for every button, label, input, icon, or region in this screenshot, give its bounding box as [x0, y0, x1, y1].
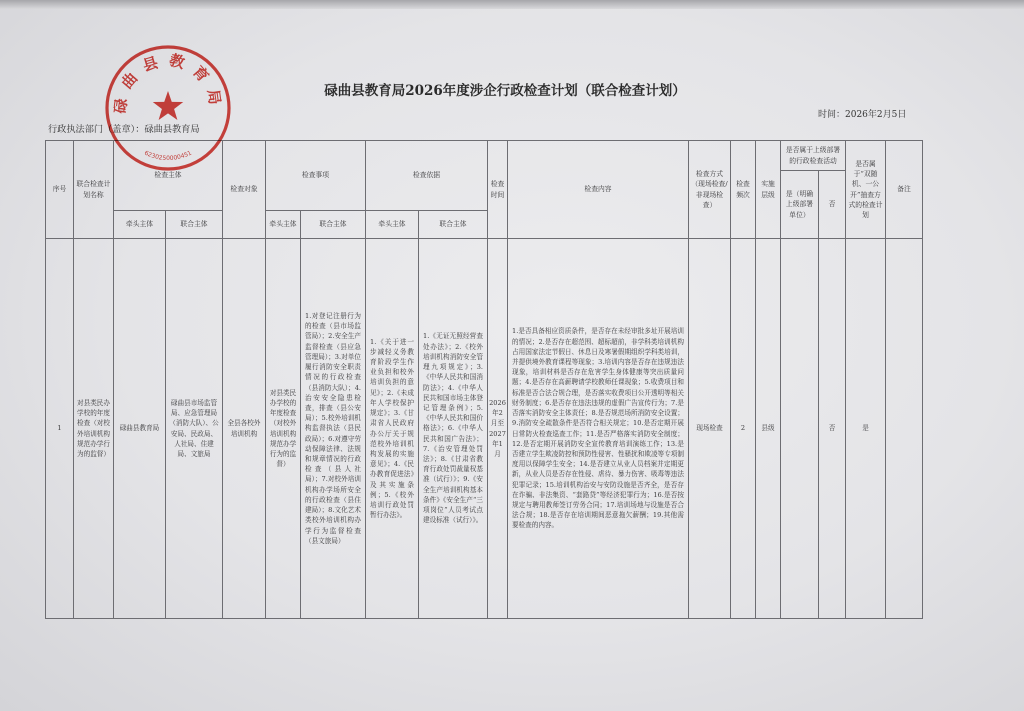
cell-subject-lead: 碌曲县教育局 — [114, 239, 166, 619]
header-basis: 检查依据 — [366, 141, 488, 211]
header-items: 检查事项 — [266, 141, 366, 211]
cell-items-joint: 1.对登记注册行为的检查（县市场监管局）；2.安全生产监督检查（县应急管理局）；3.对单位履行消防安全职责情况的行政检查（县消防大队）；4.治安安全隐患检查，排查（县公安局）；5.校外培训机构监督执法（县民政局）；6.对遵守劳动保障法律、法规和规章情况的行政检查（县人社局）；7.对校外培训机构办学场所安全的行政检查（县住建局）；8.文化艺术类校外培训机构办学行为监督检查（县文旅局） — [301, 239, 366, 619]
header-random: 是否属于“双随机、一公开”抽查方式的检查计划 — [846, 141, 886, 239]
cell-superior-no: 否 — [819, 239, 846, 619]
header-items-joint: 联合主体 — [301, 211, 366, 239]
cell-level: 县级 — [756, 239, 781, 619]
seal-name-text: 碌曲县教育局 — [110, 50, 226, 115]
cell-time: 2026年2月至2027年1月 — [488, 239, 508, 619]
header-subject: 检查主体 — [114, 141, 223, 211]
inspection-plan-table — [45, 140, 923, 619]
seal-code-arc — [143, 150, 193, 162]
header-superior-no: 否 — [819, 171, 846, 239]
header-superior-yes: 是（明确上级部署单位） — [781, 171, 819, 239]
cell-target: 全县各校外培训机构 — [223, 239, 266, 619]
header-subject-joint: 联合主体 — [166, 211, 223, 239]
cell-superior-yes — [781, 239, 819, 619]
cell-items-lead: 对县类民办学校的年度检查（对校外培训机构规范办学行为的监督） — [266, 239, 301, 619]
cell-plan-name: 对县类民办学校的年度检查（对校外培训机构规范办学行为的监督） — [74, 239, 114, 619]
header-level: 实施层级 — [756, 141, 781, 239]
cell-random: 是 — [846, 239, 886, 619]
header-basis-joint: 联合主体 — [419, 211, 488, 239]
cell-frequency: 2 — [731, 239, 756, 619]
header-basis-lead: 牵头主体 — [366, 211, 419, 239]
header-frequency: 检查频次 — [731, 141, 756, 239]
official-seal-stamp — [103, 43, 233, 173]
cell-subject-joint: 碌曲县市场监管局、应急管理局（消防大队）、公安局、民政局、人社局、住建局、文旅局 — [166, 239, 223, 619]
header-content: 检查内容 — [508, 141, 689, 239]
header-subject-lead: 牵头主体 — [114, 211, 166, 239]
header-items-lead: 牵头主体 — [266, 211, 301, 239]
seal-code-text: 6230250000451 — [143, 149, 193, 162]
cell-remarks — [886, 239, 923, 619]
header-remarks: 备注 — [886, 141, 923, 239]
header-time: 检查时间 — [488, 141, 508, 239]
header-target: 检查对象 — [223, 141, 266, 239]
cell-basis-lead: 1.《关于进一步减轻义务教育阶段学生作业负担和校外培训负担的意见》；2.《未成年人学校保护规定》；3.《甘肃省人民政府办公厅关于规范校外培训机构发展的实施意见》；4.《民办教育促进法》及其实施条例；5.《校外培训行政处罚暂行办法》。 — [366, 239, 419, 619]
header-method: 检查方式（现场检查/非现场检查） — [689, 141, 731, 239]
cell-basis-joint: 1.《无证无照经营查处办法》；2.《校外培训机构消防安全管理九项规定》；3.《中华人民共和国消防法》；4.《中华人民共和国市场主体登记管理条例》；5.《中华人民共和国价格法》；6.《中华人民共和国广告法》；7.《治安管理处罚法》；8.《甘肃省教育行政处罚裁量权基准（试行）》；9.《安全生产培训机构基本条件》《安全生产“三项岗位”人员考试点建设标准（试行）》。 — [419, 239, 488, 619]
header-seq: 序号 — [46, 141, 74, 239]
header-plan-name: 联合检查计划名称 — [74, 141, 114, 239]
header-superior: 是否属于上级部署的行政检查活动 — [781, 141, 846, 171]
seal-star-icon — [153, 91, 183, 120]
cell-method: 现场检查 — [689, 239, 731, 619]
paper-top-shadow — [0, 0, 1024, 9]
cell-seq: 1 — [46, 239, 74, 619]
document-title: 碌曲县教育局2026年度涉企行政检查计划（联合检查计划） — [324, 83, 686, 99]
table-row — [46, 239, 923, 619]
enforcement-department: 行政执法部门（盖章）：碌曲县教育局 — [48, 124, 200, 135]
document-date: 时间：2026年2月5日 — [818, 110, 907, 120]
cell-content: 1.是否具备相应资质条件，是否存在未经审批多址开展培训的情况；2.是否存在超范围、超标超前，非学科类培训机构占用国家法定节假日、休息日及寒暑假期组织学科类培训，并提供境外教育课程等现象；3.培训内容是否存在违规违法现象，培训材料是否存在危害学生身体健康等突出质量问题；4.是否存在高薪聘请学校教师任课现象；5.收费项目和标准是否合法合规合理，是否落实收费项目公开透明等相关财务制度；6.是否存在违法违规的虚假广告宣传行为；7.是否落实消防安全主体责任；8.是否规范场所消防安全设置；9.消防安全疏散条件是否符合相关规定；10.是否定期开展日常防火检查巡查工作；11.是否严格落实消防安全制度；12.是否定期开展消防安全宣传教育培训演练工作；13.是否建立学生欺凌防控和预防性侵害、性骚扰和欺凌等专项制度用以保障学生安全；14.是否建立从业人员档案并定期更新，从业人员是否存在性侵、虐待、暴力伤害、吸毒等违法犯罪记录；15.培训机构治安与安防设施是否齐全，是否存在诈骗、非法集资、“套路贷”等经济犯罪行为；16.是否按规定与聘用教师签订劳务合同；17.培训场地与设施是否合法合规；18.是否存在培训期间恶意拖欠薪酬；19.其他需要检查的内容。 — [508, 239, 689, 619]
